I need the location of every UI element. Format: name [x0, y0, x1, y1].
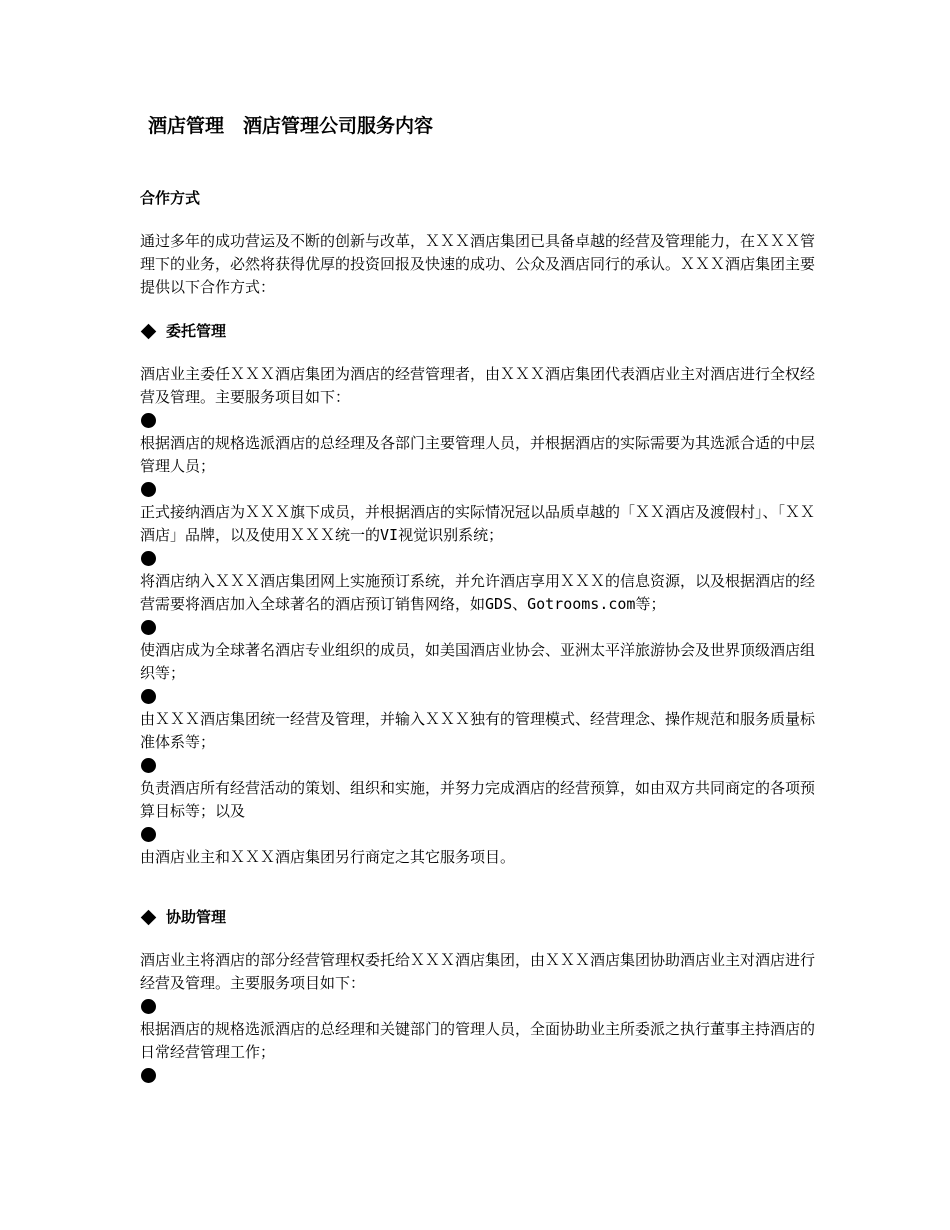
bullet-row [140, 995, 820, 1018]
bullet-row [140, 478, 820, 501]
document-title: 酒店管理 酒店管理公司服务内容 [148, 115, 434, 137]
list-item: 将酒店纳入ＸＸＸ酒店集团网上实施预订系统，并允许酒店享用ＸＸＸ的信息资源，以及根据酒店的经营需要将酒店加入全球著名的酒店预订销售网络，如GDS、Gotrooms.com等； [140, 572, 816, 613]
bullet-dot-icon [141, 413, 156, 428]
list-item: 由ＸＸＸ酒店集团统一经营及管理，并输入ＸＸＸ独有的管理模式、经营理念、操作规范和服务质量标准体系等； [140, 710, 816, 751]
list-item: 使酒店成为全球著名酒店专业组织的成员，如美国酒店业协会、亚洲太平洋旅游协会及世界顶级酒店组织等； [140, 641, 816, 682]
bullet-dot-icon [141, 482, 156, 497]
bullet-row [140, 409, 820, 432]
bullet-row [140, 685, 820, 708]
list-item: 由酒店业主和ＸＸＸ酒店集团另行商定之其它服务项目。 [140, 848, 516, 866]
bullet-dot-icon [141, 551, 156, 566]
subsection-intro: 酒店业主委任ＸＸＸ酒店集团为酒店的经营管理者，由ＸＸＸ酒店集团代表酒店业主对酒店进行全权经营及管理。主要服务项目如下： [140, 365, 816, 406]
bullet-dot-icon [141, 620, 156, 635]
bullet-row [140, 547, 820, 570]
bullet-dot-icon [141, 1068, 156, 1083]
bullet-row [140, 1064, 820, 1087]
subsection-heading-label: 协助管理 [166, 908, 227, 926]
list-item: 根据酒店的规格选派酒店的总经理和关键部门的管理人员，全面协助业主所委派之执行董事主持酒店的日常经营管理工作； [140, 1020, 816, 1061]
subsection-heading-assisted-management [140, 905, 820, 929]
bullet-dot-icon [141, 758, 156, 773]
bullet-dot-icon [141, 999, 156, 1014]
list-item: 根据酒店的规格选派酒店的总经理及各部门主要管理人员，并根据酒店的实际需要为其选派合适的中层管理人员； [140, 434, 816, 475]
section-heading-cooperation: 合作方式 [140, 189, 201, 207]
intro-paragraph: 通过多年的成功营运及不断的创新与改革，ＸＸＸ酒店集团已具备卓越的经营及管理能力，在ＸＸＸ管理下的业务，必然将获得优厚的投资回报及快速的成功、公众及酒店同行的承认。ＸＸＸ酒店集团主要提供以下合作方式： [140, 232, 816, 296]
subsection-heading-label: 委托管理 [166, 322, 227, 340]
document-body [140, 186, 820, 1087]
subsection-heading-entrusted-management [140, 319, 820, 343]
list-item: 正式接纳酒店为ＸＸＸ旗下成员，并根据酒店的实际情况冠以品质卓越的「ＸＸ酒店及渡假村」、「ＸＸ酒店」品牌，以及使用ＸＸＸ统一的VI视觉识别系统； [140, 503, 816, 544]
bullet-row [140, 616, 820, 639]
bullet-dot-icon [141, 827, 156, 842]
bullet-row [140, 823, 820, 846]
diamond-bullet-icon [141, 323, 157, 339]
diamond-bullet-icon [141, 909, 157, 925]
list-item: 负责酒店所有经营活动的策划、组织和实施，并努力完成酒店的经营预算，如由双方共同商定的各项预算目标等；以及 [140, 779, 816, 820]
subsection-intro: 酒店业主将酒店的部分经营管理权委托给ＸＸＸ酒店集团，由ＸＸＸ酒店集团协助酒店业主对酒店进行经营及管理。主要服务项目如下： [140, 951, 816, 992]
bullet-row [140, 754, 820, 777]
bullet-dot-icon [141, 689, 156, 704]
